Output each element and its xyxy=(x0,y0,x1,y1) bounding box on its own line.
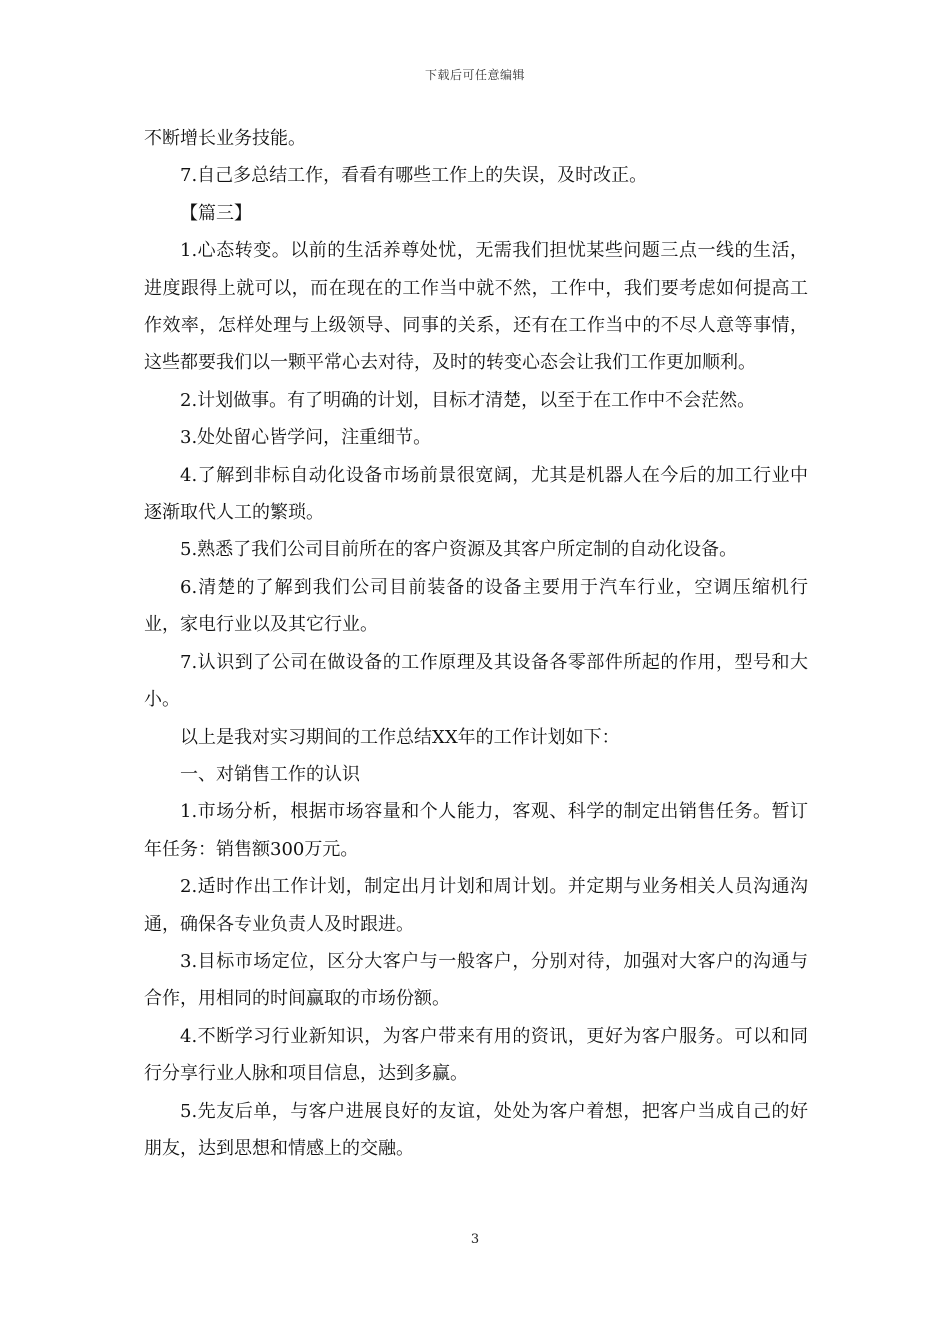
paragraph: 5.熟悉了我们公司目前所在的客户资源及其客户所定制的自动化设备。 xyxy=(180,539,738,561)
paragraph: 7.认识到了公司在做设备的工作原理及其设备各零部件所起的作用，型号和大小。 xyxy=(144,651,808,711)
paragraph: 7.自己多总结工作，看看有哪些工作上的失误，及时改正。 xyxy=(180,165,648,187)
paragraph: 不断增长业务技能。 xyxy=(144,128,306,149)
section-heading: 一、对销售工作的认识 xyxy=(180,763,360,785)
page-header-note: 下载后可任意编辑 xyxy=(424,68,525,82)
paragraph: 5.先友后单，与客户进展良好的友谊，处处为客户着想，把客户当成自己的好朋友，达到思想和情感上的交融。 xyxy=(144,1100,808,1159)
paragraph: 1.市场分析，根据市场容量和个人能力，客观、科学的制定出销售任务。暂订年任务：销售额300万元。 xyxy=(144,801,808,860)
section-heading: 【篇三】 xyxy=(180,202,252,224)
document-body xyxy=(144,120,808,1167)
paragraph: 2.计划做事。有了明确的计划，目标才清楚，以至于在工作中不会茫然。 xyxy=(180,389,756,411)
paragraph: 3.处处留心皆学问，注重细节。 xyxy=(180,427,432,449)
page-number: 3 xyxy=(470,1232,480,1247)
paragraph: 6.清楚的了解到我们公司目前装备的设备主要用于汽车行业，空调压缩机行业，家电行业以及其它行业。 xyxy=(144,576,808,636)
paragraph: 3.目标市场定位，区分大客户与一般客户，分别对待，加强对大客户的沟通与合作，用相同的时间赢取的市场份额。 xyxy=(144,950,808,1010)
paragraph: 以上是我对实习期间的工作总结XX年的工作计划如下： xyxy=(180,726,620,748)
paragraph: 4.了解到非标自动化设备市场前景很宽阔，尤其是机器人在今后的加工行业中逐渐取代人工的繁琐。 xyxy=(144,464,808,524)
paragraph: 2.适时作出工作计划，制定出月计划和周计划。并定期与业务相关人员沟通沟通，确保各专业负责人及时跟进。 xyxy=(144,876,808,935)
paragraph: 1.心态转变。以前的生活养尊处忧，无需我们担忧某些问题三点一线的生活，进度跟得上就可以，而在现在的工作当中就不然，工作中，我们要考虑如何提高工作效率，怎样处理与上级领导、同事的关系，还有在工作当中的不尽人意等事情，这些都要我们以一颗平常心去对待，及时的转变心态会让我们工作更加顺利。 xyxy=(144,240,808,374)
paragraph: 4.不断学习行业新知识，为客户带来有用的资讯，更好为客户服务。可以和同行分享行业人脉和项目信息，达到多赢。 xyxy=(144,1025,808,1085)
